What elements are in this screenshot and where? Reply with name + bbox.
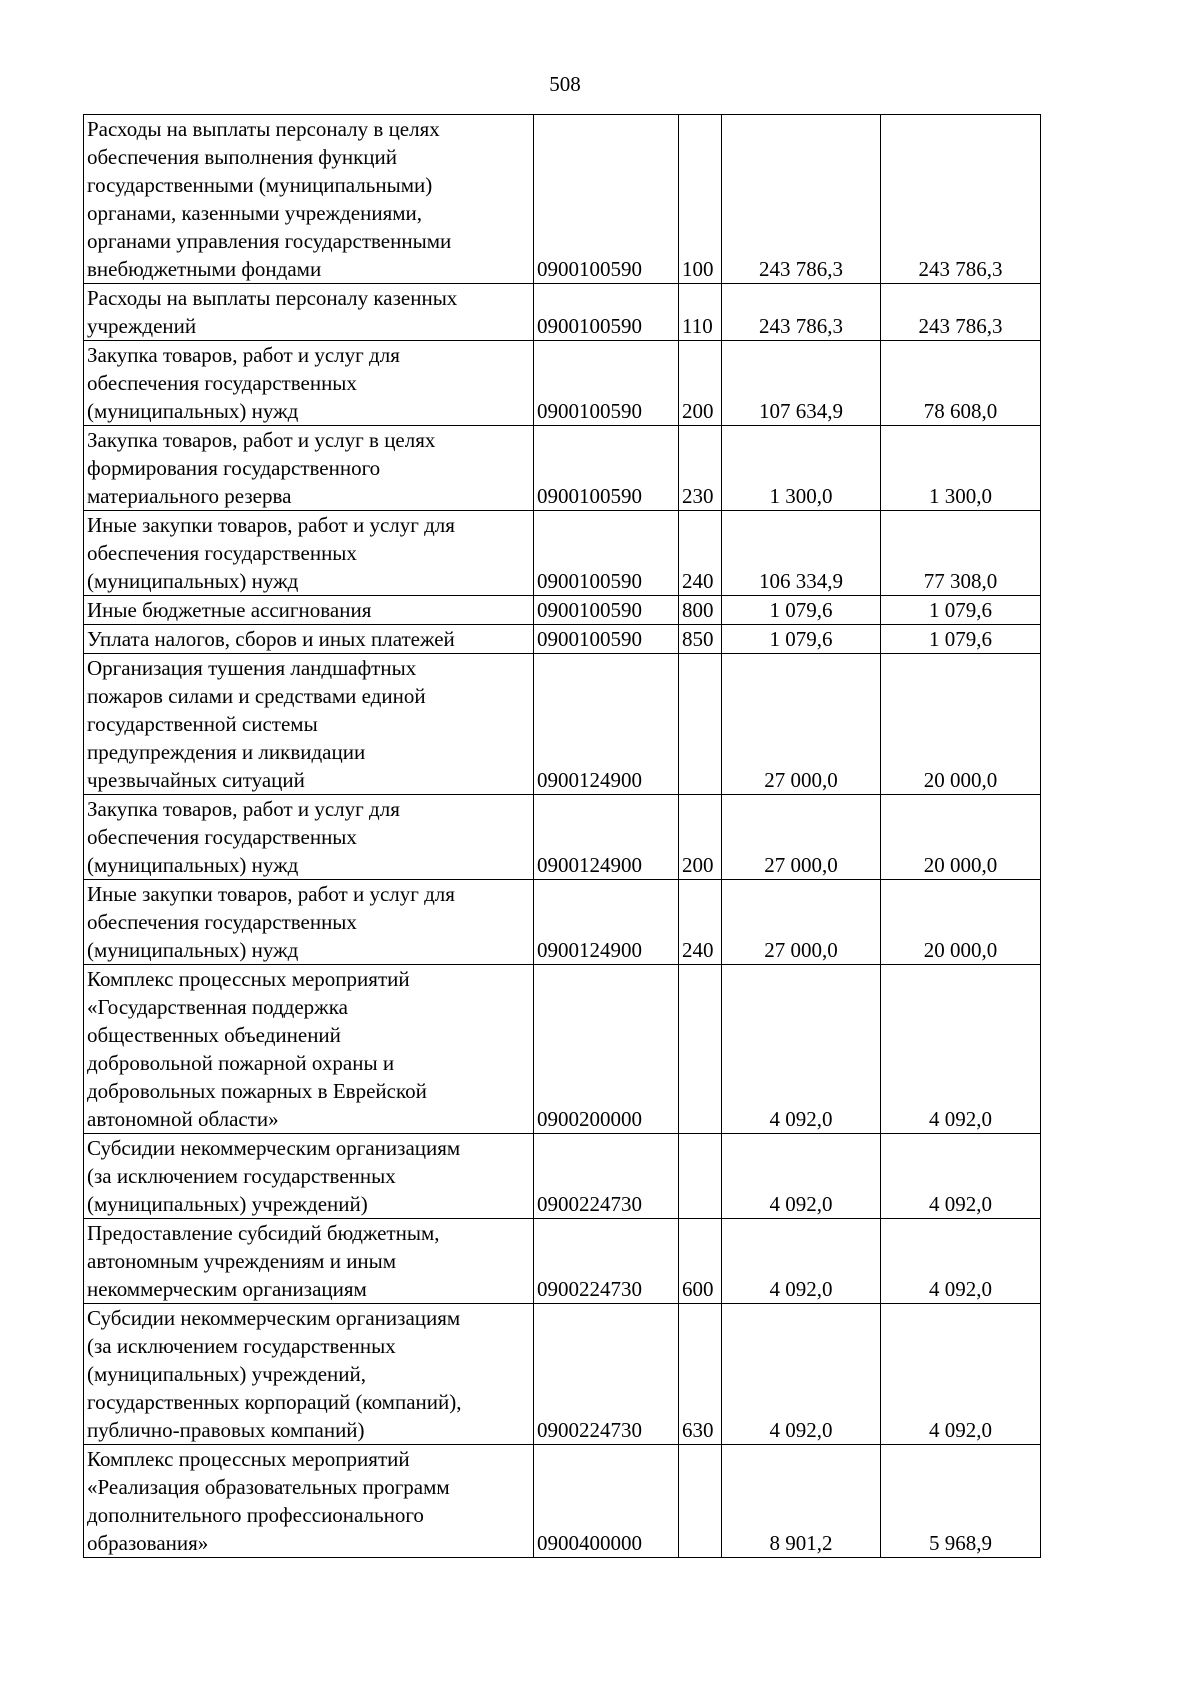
- target-article-code: 0900100590: [534, 511, 679, 596]
- expense-name: Закупка товаров, работ и услуг в целях формирования государственного материального резерва: [84, 426, 534, 511]
- target-article-code: 0900124900: [534, 880, 679, 965]
- amount-year-2: 77 308,0: [881, 511, 1041, 596]
- amount-year-2: 20 000,0: [881, 795, 1041, 880]
- expense-type-code: 110: [679, 284, 722, 341]
- target-article-code: 0900100590: [534, 625, 679, 654]
- table-row: [84, 880, 1041, 965]
- expense-name: Иные закупки товаров, работ и услуг для обеспечения государственных (муниципальных) нужд: [84, 511, 534, 596]
- table-row: [84, 1219, 1041, 1304]
- target-article-code: 0900224730: [534, 1219, 679, 1304]
- expense-type-code: 100: [679, 115, 722, 284]
- expense-name: Организация тушения ландшафтных пожаров силами и средствами единой государственной системы предупреждения и ликвидации чрезвычайных ситуаций: [84, 654, 534, 795]
- amount-year-2: 1 079,6: [881, 625, 1041, 654]
- target-article-code: 0900100590: [534, 284, 679, 341]
- target-article-code: 0900100590: [534, 341, 679, 426]
- target-article-code: 0900100590: [534, 426, 679, 511]
- expense-type-code: [679, 965, 722, 1134]
- amount-year-1: 243 786,3: [722, 115, 881, 284]
- expense-type-code: 630: [679, 1304, 722, 1445]
- amount-year-2: 20 000,0: [881, 654, 1041, 795]
- expense-name: Комплекс процессных мероприятий «Государственная поддержка общественных объединений добровольной пожарной охраны и добровольных пожарных в Еврейской автономной области»: [84, 965, 534, 1134]
- page-number: 508: [549, 72, 581, 96]
- amount-year-2: 1 300,0: [881, 426, 1041, 511]
- amount-year-1: 8 901,2: [722, 1445, 881, 1558]
- expense-name: Уплата налогов, сборов и иных платежей: [84, 625, 534, 654]
- expense-name: Расходы на выплаты персоналу в целях обеспечения выполнения функций государственными (муниципальными) органами, казенными учреждениями, органами управления государственными внебюджетными фондами: [84, 115, 534, 284]
- amount-year-1: 27 000,0: [722, 880, 881, 965]
- amount-year-2: 78 608,0: [881, 341, 1041, 426]
- table-row: [84, 284, 1041, 341]
- table-row: [84, 1445, 1041, 1558]
- amount-year-2: 1 079,6: [881, 596, 1041, 625]
- amount-year-1: 1 079,6: [722, 596, 881, 625]
- amount-year-2: 5 968,9: [881, 1445, 1041, 1558]
- table-row: [84, 596, 1041, 625]
- amount-year-1: 27 000,0: [722, 795, 881, 880]
- amount-year-2: 4 092,0: [881, 1304, 1041, 1445]
- expense-name: Предоставление субсидий бюджетным, автономным учреждениям и иным некоммерческим организациям: [84, 1219, 534, 1304]
- table-row: [84, 625, 1041, 654]
- expense-type-code: 850: [679, 625, 722, 654]
- amount-year-1: 1 300,0: [722, 426, 881, 511]
- amount-year-2: 243 786,3: [881, 115, 1041, 284]
- expense-type-code: 240: [679, 880, 722, 965]
- amount-year-2: 4 092,0: [881, 1134, 1041, 1219]
- expense-type-code: 240: [679, 511, 722, 596]
- amount-year-2: 4 092,0: [881, 1219, 1041, 1304]
- expense-name: Субсидии некоммерческим организациям (за исключением государственных (муниципальных) учреждений, государственных корпораций (компаний), публично-правовых компаний): [84, 1304, 534, 1445]
- table-row: [84, 795, 1041, 880]
- expense-type-code: [679, 654, 722, 795]
- amount-year-1: 106 334,9: [722, 511, 881, 596]
- target-article-code: 0900224730: [534, 1304, 679, 1445]
- target-article-code: 0900100590: [534, 115, 679, 284]
- table-row: [84, 115, 1041, 284]
- expense-type-code: 800: [679, 596, 722, 625]
- expense-type-code: 230: [679, 426, 722, 511]
- expense-name: Расходы на выплаты персоналу казенных учреждений: [84, 284, 534, 341]
- expense-type-code: [679, 1445, 722, 1558]
- expense-name: Закупка товаров, работ и услуг для обеспечения государственных (муниципальных) нужд: [84, 341, 534, 426]
- amount-year-2: 4 092,0: [881, 965, 1041, 1134]
- target-article-code: 0900400000: [534, 1445, 679, 1558]
- table-row: [84, 654, 1041, 795]
- table-row: [84, 511, 1041, 596]
- expense-type-code: [679, 1134, 722, 1219]
- amount-year-1: 107 634,9: [722, 341, 881, 426]
- table-row: [84, 341, 1041, 426]
- amount-year-1: 1 079,6: [722, 625, 881, 654]
- target-article-code: 0900224730: [534, 1134, 679, 1219]
- table-row: [84, 426, 1041, 511]
- target-article-code: 0900124900: [534, 654, 679, 795]
- table-row: [84, 1134, 1041, 1219]
- expense-name: Комплекс процессных мероприятий «Реализация образовательных программ дополнительного профессионального образования»: [84, 1445, 534, 1558]
- target-article-code: 0900124900: [534, 795, 679, 880]
- expense-name: Иные закупки товаров, работ и услуг для обеспечения государственных (муниципальных) нужд: [84, 880, 534, 965]
- amount-year-1: 4 092,0: [722, 1134, 881, 1219]
- expense-name: Иные бюджетные ассигнования: [84, 596, 534, 625]
- expense-type-code: 200: [679, 795, 722, 880]
- amount-year-1: 4 092,0: [722, 1219, 881, 1304]
- amount-year-1: 27 000,0: [722, 654, 881, 795]
- expense-type-code: 600: [679, 1219, 722, 1304]
- amount-year-1: 4 092,0: [722, 965, 881, 1134]
- amount-year-2: 20 000,0: [881, 880, 1041, 965]
- table-row: [84, 965, 1041, 1134]
- expense-name: Субсидии некоммерческим организациям (за исключением государственных (муниципальных) учреждений): [84, 1134, 534, 1219]
- budget-table: [83, 114, 1041, 1558]
- expense-type-code: 200: [679, 341, 722, 426]
- amount-year-2: 243 786,3: [881, 284, 1041, 341]
- table-row: [84, 1304, 1041, 1445]
- expense-name: Закупка товаров, работ и услуг для обеспечения государственных (муниципальных) нужд: [84, 795, 534, 880]
- amount-year-1: 4 092,0: [722, 1304, 881, 1445]
- target-article-code: 0900100590: [534, 596, 679, 625]
- target-article-code: 0900200000: [534, 965, 679, 1134]
- amount-year-1: 243 786,3: [722, 284, 881, 341]
